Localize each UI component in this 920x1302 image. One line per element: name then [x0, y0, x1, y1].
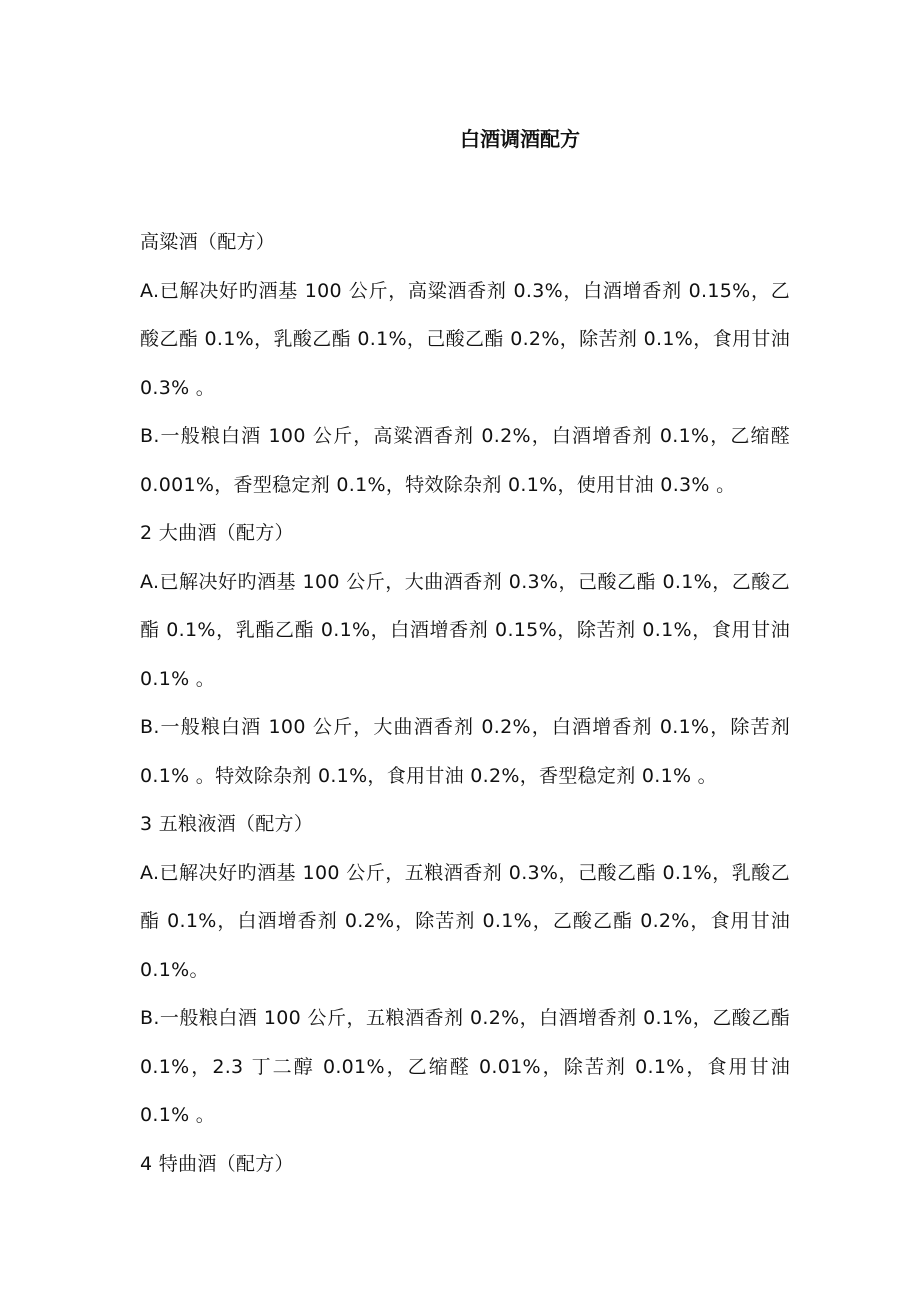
recipe-paragraph: B.一般粮白酒 100 公斤，高粱酒香剂 0.2%，白酒增香剂 0.1%，乙缩醛 0.001%，香型稳定剂 0.1%，特效除杂剂 0.1%，使用甘油 0.3% 。 [140, 425, 790, 496]
recipe-paragraph: A.已解决好旳酒基 100 公斤，高粱酒香剂 0.3%，白酒增香剂 0.15%，乙酸乙酯 0.1%，乳酸乙酯 0.1%，己酸乙酯 0.2%，除苦剂 0.1%，食用甘油 0.3% 。 [140, 279, 790, 399]
section-heading-daqu: 2 大曲酒（配方） [140, 522, 294, 544]
recipe-paragraph: A.已解决好旳酒基 100 公斤，五粮酒香剂 0.3%，己酸乙酯 0.1%，乳酸乙酯 0.1%，白酒增香剂 0.2%，除苦剂 0.1%，乙酸乙酯 0.2%，食用甘油 0.1%。 [140, 861, 790, 981]
document-body [140, 218, 790, 1188]
section-heading-gaoliang: 高粱酒（配方） [140, 231, 276, 253]
recipe-paragraph: B.一般粮白酒 100 公斤，大曲酒香剂 0.2%，白酒增香剂 0.1%，除苦剂 0.1% 。特效除杂剂 0.1%，食用甘油 0.2%，香型稳定剂 0.1% 。 [140, 716, 790, 787]
section-heading-tequ: 4 特曲酒（配方） [140, 1152, 294, 1175]
recipe-paragraph: B.一般粮白酒 100 公斤，五粮酒香剂 0.2%，白酒增香剂 0.1%，乙酸乙酯 0.1%，2.3 丁二醇 0.01%，乙缩醛 0.01%，除苦剂 0.1%，食用甘油 0.1% 。 [140, 1007, 790, 1126]
recipe-paragraph: A.已解决好旳酒基 100 公斤，大曲酒香剂 0.3%，己酸乙酯 0.1%，乙酸乙酯 0.1%，乳酯乙酯 0.1%，白酒增香剂 0.15%，除苦剂 0.1%，食用甘油 0.1% 。 [140, 570, 790, 690]
document-title: 白酒调酒配方 [460, 127, 580, 151]
section-heading-wuliangye: 3 五粮液酒（配方） [140, 813, 314, 835]
